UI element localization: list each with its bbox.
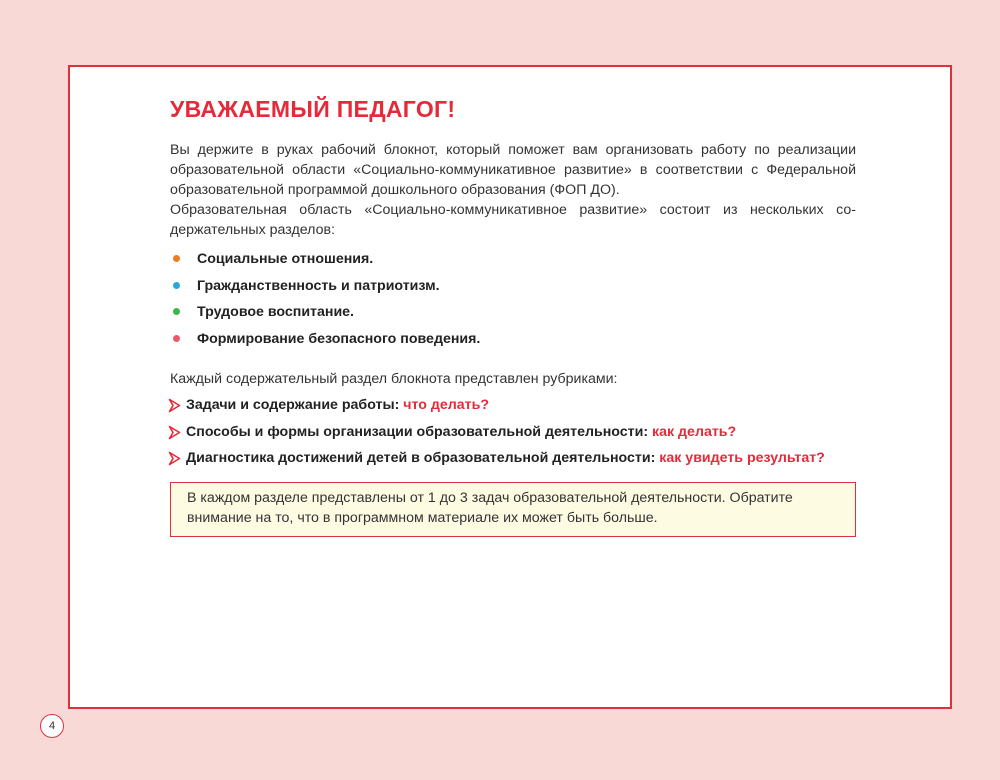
intro-paragraph-1: Вы держите в руках рабочий блокнот, который поможет вам организовать работу по реализации образовательной области «Социально-коммуникативное развитие» в соответствии с Федеральной образовательной программой дошкольного образования (ФОП ДО). <box>170 142 856 198</box>
red-arrow-icon <box>168 398 181 413</box>
rubric-text: Задачи и содержание работы: <box>186 397 400 413</box>
bullet-dot-icon <box>173 282 180 289</box>
section-label: Формирование безопасного поведения. <box>197 330 481 347</box>
rubric-accent: как делать? <box>652 423 737 440</box>
section-label: Трудовое воспитание. <box>197 304 355 320</box>
page-title: УВАЖАЕМЫЙ ПЕДАГОГ! <box>170 96 456 122</box>
section-item-labor <box>170 299 856 326</box>
rubric-accent: как увидеть результат? <box>659 450 825 466</box>
rubrics-intro: Каждый содержательный раздел блокнота представлен рубриками: <box>170 371 618 387</box>
section-item-social <box>170 246 856 273</box>
rubric-text: Диагностика достижений детей в образовательной деятельности: <box>186 450 656 466</box>
rubric-item-tasks <box>170 392 856 419</box>
section-item-safety <box>170 326 856 353</box>
page-content <box>170 95 856 537</box>
rubric-item-diagnostics <box>170 445 856 472</box>
page-number: 4 <box>40 714 64 738</box>
bullet-dot-icon <box>173 335 180 342</box>
section-item-citizenship <box>170 273 856 300</box>
intro-paragraph-2: Образовательная область «Социально-коммуникативное развитие» состоит из нескольких содержательных разделов: <box>170 202 856 238</box>
intro-text <box>170 140 856 240</box>
sections-list <box>170 246 856 352</box>
red-arrow-icon <box>168 451 181 466</box>
rubrics-list <box>170 392 856 472</box>
rubric-text: Способы и формы организации образовательной деятельности: <box>186 423 649 440</box>
rubric-accent: что делать? <box>403 397 489 413</box>
section-label: Гражданственность и патриотизм. <box>197 277 440 294</box>
bullet-dot-icon <box>173 255 180 262</box>
page-frame <box>68 65 952 709</box>
bullet-dot-icon <box>173 308 180 315</box>
red-arrow-icon <box>168 425 181 440</box>
rubric-item-methods <box>170 419 856 446</box>
section-label: Социальные отношения. <box>197 251 374 267</box>
note-box: В каждом разделе представлены от 1 до 3 задач образовательной деятельности. Обратите внимание на то, что в программном материале их может быть больше. <box>170 482 856 537</box>
